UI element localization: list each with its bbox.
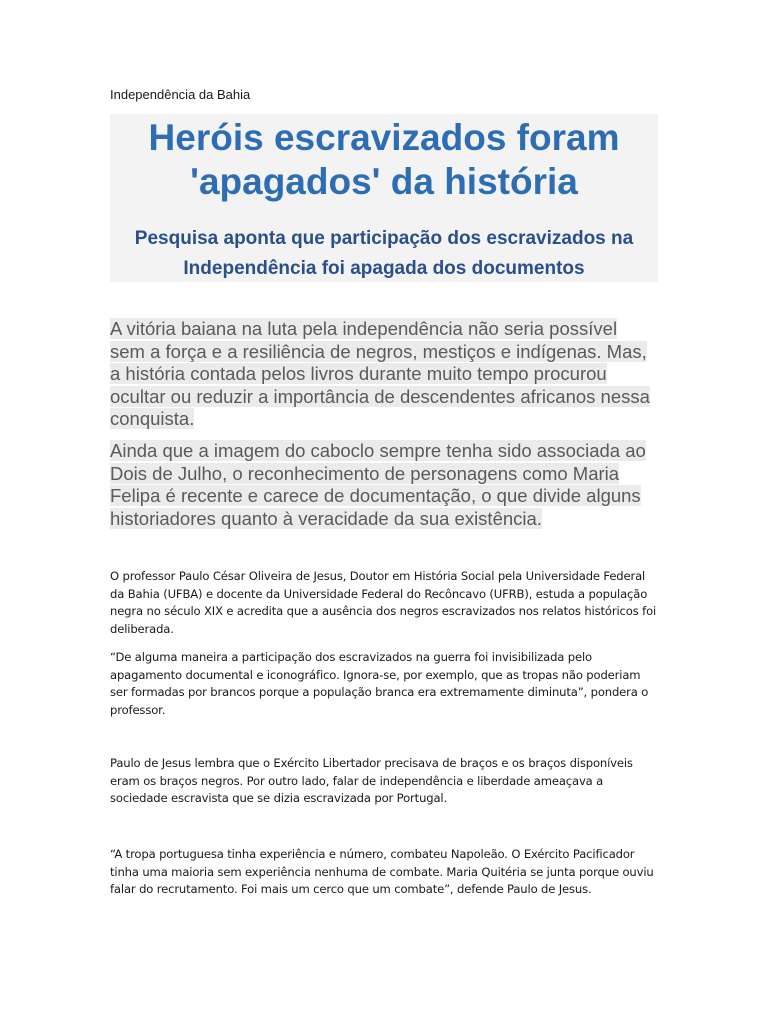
lead-paragraph — [110, 440, 655, 530]
body-paragraph: Paulo de Jesus lembra que o Exército Libertador precisava de braços e os braços disponíveis eram os braços negros. Por outro lado, falar de independência e liberdade ameaçava a sociedade escravista que se dizia escravizada por Portugal. — [110, 756, 633, 806]
subheadline: Pesquisa aponta que participação dos escravizados na Independência foi apagada dos documentos — [134, 228, 634, 279]
headline: Heróis escravizados foram 'apagados' da história — [148, 117, 620, 202]
lead-paragraph — [110, 318, 655, 431]
body-paragraph: “A tropa portuguesa tinha experiência e número, combateu Napoleão. O Exército Pacificador tinha uma maioria sem experiência nenhuma de combate. Maria Quitéria se junta porque ouviu falar do recrutamento. Foi mais um cerco que um combate”, defende Paulo de Jesus. — [110, 847, 654, 897]
header-box — [110, 114, 658, 282]
section-label: Independência da Bahia — [110, 87, 251, 102]
lead-paragraph-text: A vitória baiana na luta pela independência não seria possível sem a força e a resiliência de negros, mestiços e indígenas. Mas, a história contada pelos livros durante muito tempo procurou ocultar ou reduzir a importância de descendentes africanos nessa conquista. — [110, 318, 650, 430]
body-paragraph: “De alguma maneira a participação dos escravizados na guerra foi invisibilizada pelo apagamento documental e iconográfico. Ignora-se, por exemplo, que as tropas não poderiam ser formadas por brancos porque a população branca era extremamente diminuta”, pondera o professor. — [110, 650, 649, 717]
lead-paragraph-text: Ainda que a imagem do caboclo sempre tenha sido associada ao Dois de Julho, o reconhecimento de personagens como Maria Felipa é recente e carece de documentação, o que divide alguns historiadores quanto à veracidade da sua existência. — [110, 440, 646, 529]
body-paragraph: O professor Paulo César Oliveira de Jesus, Doutor em História Social pela Universidade Federal da Bahia (UFBA) e docente da Universidade Federal do Recôncavo (UFRB), estuda a população negra no século XIX e acredita que a ausência dos negros escravizados nos relatos históricos foi deliberada. — [110, 569, 657, 636]
